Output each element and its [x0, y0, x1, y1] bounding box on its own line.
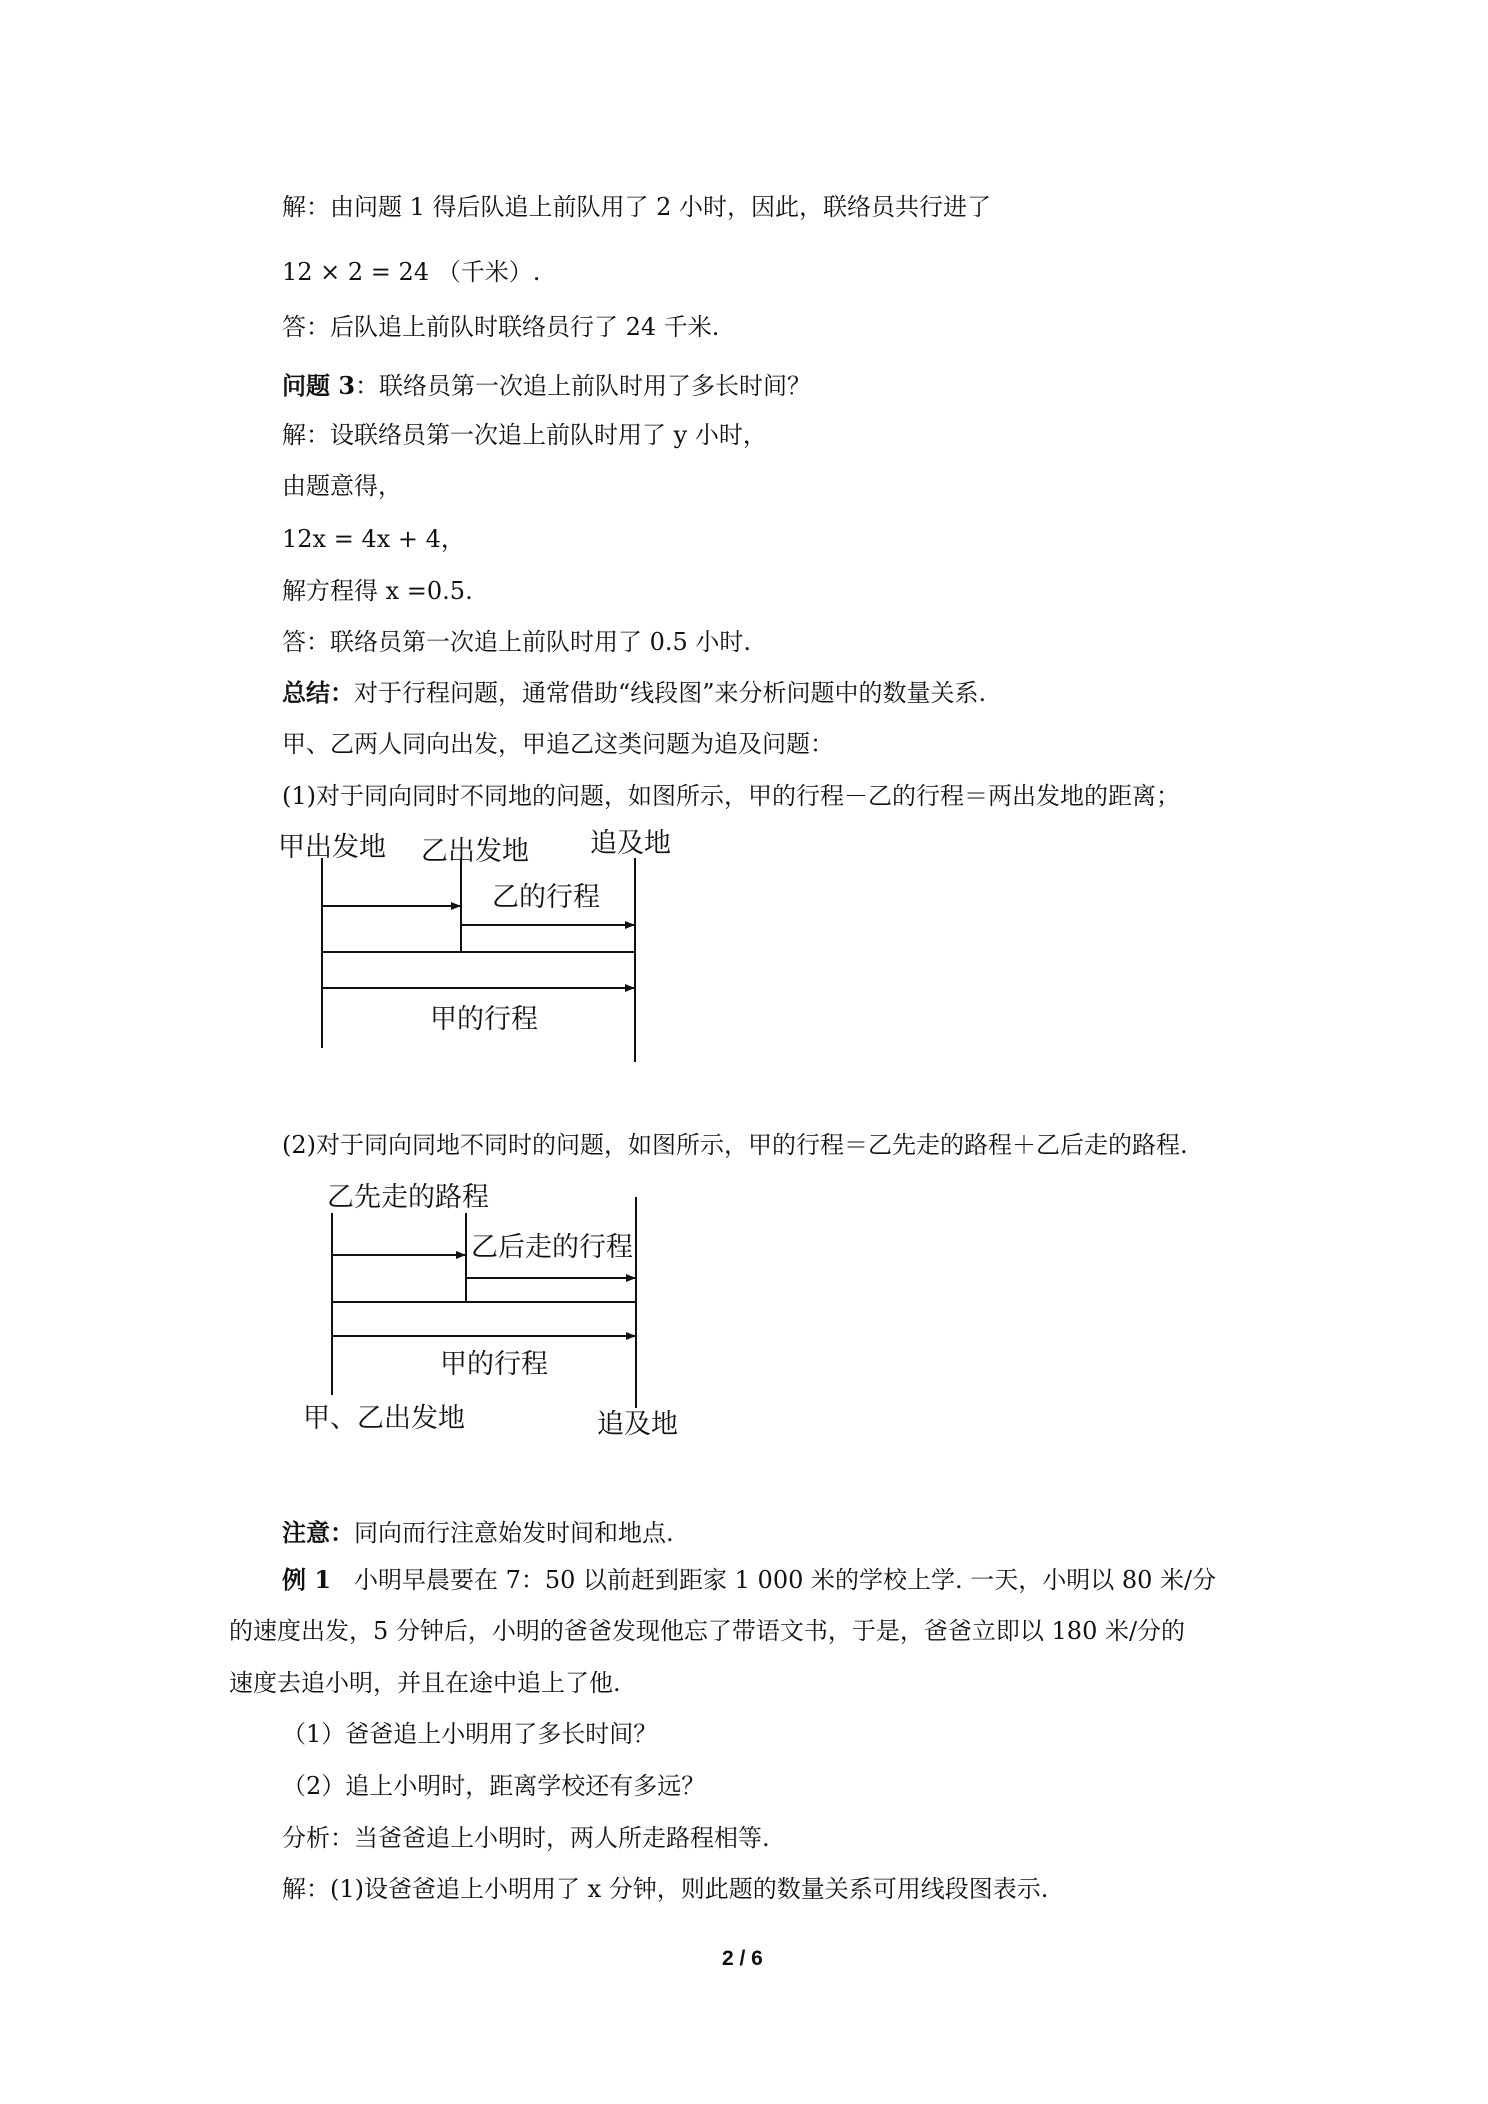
diagram-1-b-path-label: 乙的行程	[492, 882, 600, 913]
text-line-2: 12 × 2 = 24 （千米）.	[282, 258, 541, 286]
text-line-16: 的速度出发，5 分钟后，小明的爸爸发现他忘了带语文书，于是，爸爸立即以 180 米/分的	[229, 1617, 1186, 1645]
note-line	[282, 1518, 674, 1548]
diagram-2-start-label: 甲、乙出发地	[303, 1403, 465, 1434]
text-line-17: 速度去追小明，并且在途中追上了他.	[229, 1669, 621, 1697]
text-line-1: 解：由问题 1 得后队追上前队用了 2 小时，因此，联络员共行进了	[282, 193, 992, 221]
text-line-13: (2)对于同向同地不同时的问题，如图所示，甲的行程＝乙先走的路程＋乙后走的路程.	[282, 1131, 1188, 1159]
equation-line: 12x = 4x + 4，	[282, 525, 465, 553]
text-line-3: 答：后队追上前队时联络员行了 24 千米.	[282, 313, 720, 341]
diagram-2-meet-label: 追及地	[597, 1409, 678, 1440]
text-line-12: (1)对于同向同时不同地的问题，如图所示，甲的行程－乙的行程＝两出发地的距离；	[282, 782, 1180, 810]
text-line-5: 解：设联络员第一次追上前队时用了 y 小时，	[282, 421, 767, 449]
summary-text: 对于行程问题，通常借助“线段图”来分析问题中的数量关系.	[354, 679, 987, 707]
diagram-1-start-a-label: 甲出发地	[278, 832, 386, 863]
example-1-text: 小明早晨要在 7：50 以前赶到距家 1 000 米的学校上学. 一天，小明以 80 米/分	[353, 1566, 1217, 1594]
sub-question-1: （1）爸爸追上小明用了多长时间？	[282, 1720, 658, 1748]
note-text: 同向而行注意始发时间和地点.	[354, 1519, 674, 1547]
text-line-6: 由题意得，	[282, 472, 402, 500]
solution-line: 解：(1)设爸爸追上小明用了 x 分钟，则此题的数量关系可用线段图表示.	[282, 1875, 1049, 1903]
diagram-2-b-first-label: 乙先走的路程	[327, 1182, 489, 1213]
note-label: 注意：	[282, 1518, 354, 1547]
summary-label: 总结：	[282, 678, 354, 707]
analysis-line: 分析：当爸爸追上小明时，两人所走路程相等.	[282, 1824, 770, 1852]
diagram-2-b-after-label: 乙后走的行程	[471, 1232, 633, 1263]
page-number: 2 / 6	[722, 1947, 763, 1970]
example-1-line	[282, 1565, 1216, 1595]
diagram-1-a-path-label: 甲的行程	[430, 1004, 538, 1035]
diagram-2-a-path-label: 甲的行程	[440, 1349, 548, 1380]
diagram-1-start-b-label: 乙出发地	[421, 836, 529, 867]
diagram-1-meet-label: 追及地	[590, 828, 671, 859]
sub-question-2: （2）追上小明时，距离学校还有多远？	[282, 1772, 706, 1800]
text-line-9: 答：联络员第一次追上前队时用了 0.5 小时.	[282, 628, 752, 656]
question-3-text: ：联络员第一次追上前队时用了多长时间？	[355, 372, 812, 400]
text-line-11: 甲、乙两人同向出发，甲追乙这类问题为追及问题：	[282, 730, 834, 758]
example-1-label: 例 1	[282, 1565, 332, 1594]
text-line-8: 解方程得 x =0.5.	[282, 577, 473, 605]
question-3-label: 问题 3	[282, 371, 356, 400]
